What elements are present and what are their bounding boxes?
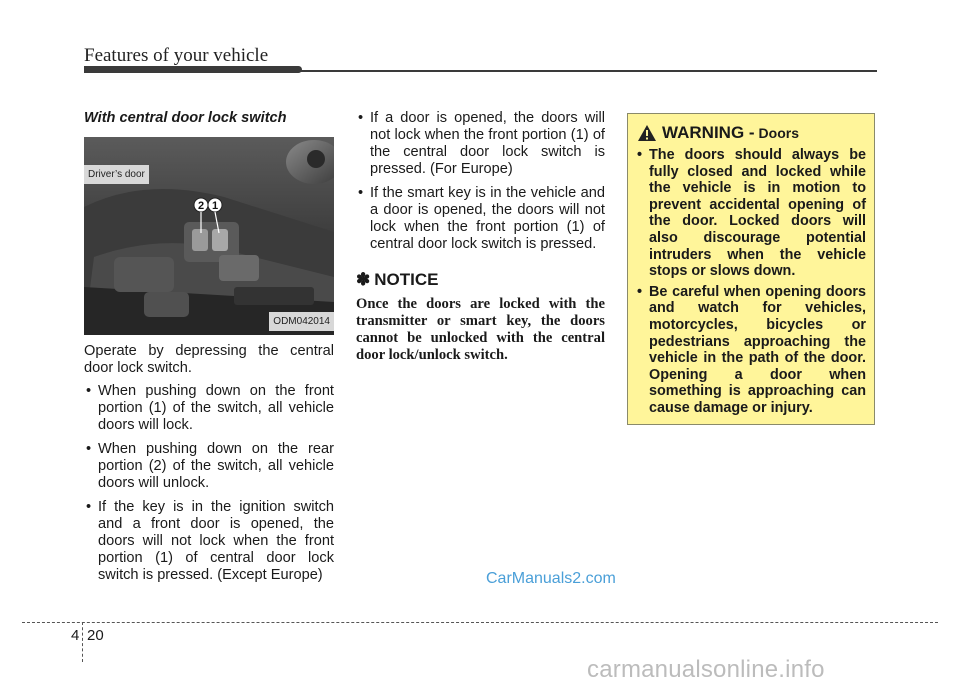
callout-label-1: 1 — [211, 200, 219, 212]
left-bullet-list — [84, 383, 334, 584]
footer-rule — [22, 622, 938, 623]
notice-star-icon: ✽ — [356, 270, 371, 289]
page-header-title: Features of your vehicle — [84, 45, 269, 66]
warning-heading — [637, 124, 866, 142]
notice-body: Once the doors are locked with the transmitter or smart key, the doors cannot be unlocked with the central door lock/unlock switch. — [356, 296, 605, 363]
notice-title: NOTICE — [374, 270, 439, 289]
left-column — [84, 110, 334, 591]
warning-triangle-icon — [637, 124, 657, 142]
list-item: • When pushing down on the front portion (1) of the switch, all vehicle doors will lock. — [84, 383, 334, 434]
middle-bullet-list — [356, 110, 605, 253]
list-item: • When pushing down on the rear portion (2) of the switch, all vehicle doors will unlock. — [84, 441, 334, 492]
list-item: • If a door is opened, the doors will not lock when the front portion (1) of the central door lock switch is pressed. (For Europe) — [356, 110, 605, 178]
warning-box — [627, 113, 875, 425]
warning-subject: Doors — [758, 124, 799, 141]
intro-paragraph: Operate by depressing the central door lock switch. — [84, 343, 334, 376]
list-item: • Be careful when opening doors and watch for vehicles, motorcycles, bicycles or pedestrians approaching the vehicle in the path of the door. Opening a door when something is approaching can cause damage or injury. — [637, 284, 866, 417]
notice-heading — [356, 271, 605, 288]
list-item: • The doors should always be fully closed and locked while the vehicle is in motion to prevent accidental opening of the door. Locked doors will also discourage potential intruders when the vehicle stops or slows down. — [637, 147, 866, 280]
callout-labels — [84, 137, 334, 335]
warning-list — [637, 147, 866, 417]
footer-site-watermark: carmanualsonline.info — [587, 656, 825, 683]
middle-column — [356, 110, 605, 364]
watermark-link[interactable]: CarManuals2.com — [486, 570, 616, 587]
page-number: 20 — [87, 627, 104, 644]
photo-code-label: ODM042014 — [269, 312, 334, 331]
callout-label-2: 2 — [197, 200, 205, 212]
photo-caption-drivers-door: Driver’s door — [84, 165, 149, 184]
footer-divider — [82, 622, 83, 662]
door-switch-photo — [84, 137, 334, 335]
list-item: • If the key is in the ignition switch and a front door is opened, the doors will not lock when the front portion (1) of central door lock switch is pressed. (Except Europe) — [84, 499, 334, 584]
header-bar — [84, 66, 302, 73]
header-rule — [300, 70, 877, 72]
section-title: With central door lock switch — [84, 110, 287, 126]
warning-label: WARNING - — [662, 122, 755, 142]
chapter-number: 4 — [71, 627, 80, 644]
list-item: • If the smart key is in the vehicle and a door is opened, the doors will not lock when the front portion (1) of central door lock switch is pressed. — [356, 185, 605, 253]
